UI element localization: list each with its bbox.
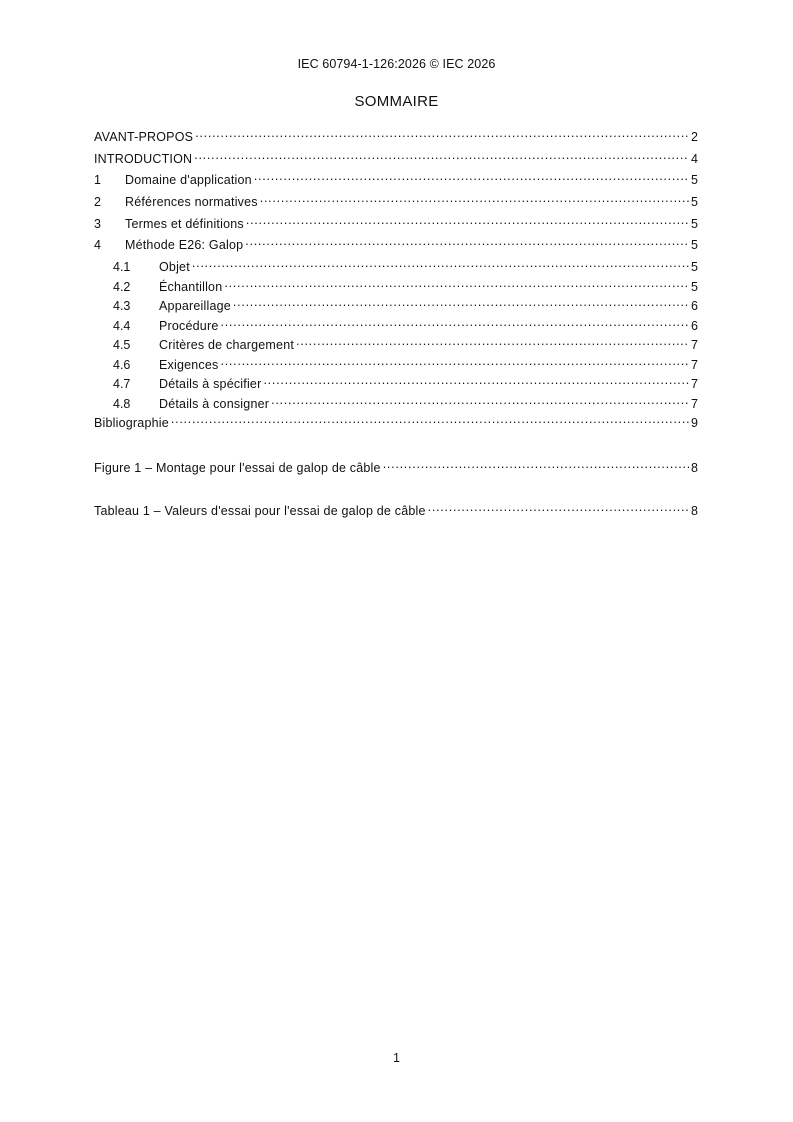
toc-entry-page: 9: [691, 416, 698, 431]
toc-dot-leader: [263, 373, 689, 388]
toc-entry-page: 8: [691, 504, 698, 518]
toc-dot-leader: [194, 148, 689, 163]
toc-dot-leader: [246, 213, 689, 228]
toc-entry-number: 4.1: [113, 260, 131, 275]
toc-entry-label: Domaine d'application: [125, 173, 252, 188]
toc-entry-number: 4.6: [113, 357, 131, 372]
toc-entry-page: 5: [691, 279, 698, 294]
toc-entry-page: 6: [691, 318, 698, 333]
toc-dot-leader: [254, 169, 689, 184]
toc-entry-label: Exigences: [159, 357, 219, 372]
toc-entry-section-4-2[interactable]: [94, 276, 698, 296]
toc-entry-bibliography[interactable]: [94, 412, 698, 434]
toc-dot-leader: [224, 276, 689, 291]
list-of-figures: [94, 457, 698, 479]
toc-entry-label: Appareillage: [159, 299, 231, 314]
toc-title: SOMMAIRE: [354, 93, 439, 110]
toc-dot-leader: [271, 393, 689, 408]
toc-entry-page: 5: [691, 238, 698, 253]
toc-entry-label: INTRODUCTION: [94, 151, 193, 166]
toc-entry-page: 7: [691, 357, 698, 372]
toc-entry-page: 5: [691, 260, 698, 275]
toc-entry-number: 4.5: [113, 338, 131, 353]
toc-entry-section-4-3[interactable]: [94, 295, 698, 315]
toc-entry-label: Termes et définitions: [125, 216, 244, 231]
toc-entry-number: 4.3: [113, 299, 131, 314]
toc-entry-label: Tableau 1 – Valeurs d'essai pour l'essai de galop de câble: [94, 504, 426, 518]
toc-entry-section-4-1[interactable]: [94, 256, 698, 276]
toc-entry-label: Figure 1 – Montage pour l'essai de galop de câble: [94, 461, 381, 475]
toc-dot-leader: [296, 334, 689, 349]
toc-entry-label: Critères de chargement: [159, 338, 295, 353]
document-reference-header: IEC 60794-1-126:2026 © IEC 2026: [297, 57, 496, 71]
toc-entry-number: 4.2: [113, 279, 131, 294]
toc-dot-leader: [260, 191, 689, 206]
toc-entry-label: Bibliographie: [94, 416, 169, 431]
toc-entry-section-4-6[interactable]: [94, 354, 698, 374]
toc-entry-page: 7: [691, 377, 698, 392]
toc-entry-number: 1: [94, 173, 101, 188]
toc-entry-label: Échantillon: [159, 279, 223, 294]
toc-dot-leader: [245, 234, 689, 249]
toc-entry-page: 5: [691, 216, 698, 231]
toc-entry-label: Références normatives: [125, 195, 258, 210]
toc-dot-leader: [195, 126, 689, 141]
toc-entry-section-4[interactable]: [94, 234, 698, 256]
toc-entry-page: 7: [691, 396, 698, 411]
toc-entry-page: 8: [691, 461, 698, 475]
toc-dot-leader: [171, 412, 689, 427]
list-of-tables: [94, 500, 698, 522]
toc-entry-label: Méthode E26: Galop: [125, 238, 244, 253]
toc-entry-section-2[interactable]: [94, 191, 698, 213]
table-of-contents: [94, 126, 698, 434]
toc-entry-number: 4: [94, 238, 101, 253]
toc-entry-introduction[interactable]: [94, 148, 698, 170]
toc-entry-page: 5: [691, 195, 698, 210]
toc-entry-label: Procédure: [159, 318, 219, 333]
toc-entry-number: 4.8: [113, 396, 131, 411]
toc-dot-leader: [428, 500, 689, 515]
toc-entry-figure-1[interactable]: [94, 457, 698, 479]
toc-dot-leader: [220, 354, 689, 369]
toc-entry-number: 2: [94, 195, 101, 210]
toc-entry-number: 4.7: [113, 377, 131, 392]
toc-entry-page: 7: [691, 338, 698, 353]
toc-entry-section-4-4[interactable]: [94, 315, 698, 335]
toc-entry-section-4-8[interactable]: [94, 393, 698, 413]
toc-entry-section-3[interactable]: [94, 213, 698, 235]
toc-entry-label: Détails à consigner: [159, 396, 270, 411]
toc-entry-page: 2: [691, 130, 698, 144]
toc-entry-section-4-5[interactable]: [94, 334, 698, 354]
toc-entry-page: 4: [691, 151, 698, 166]
toc-entry-foreword[interactable]: [94, 126, 698, 148]
page-number: 1: [393, 1051, 400, 1065]
toc-entry-table-1[interactable]: [94, 500, 698, 522]
toc-dot-leader: [220, 315, 689, 330]
toc-dot-leader: [192, 256, 689, 271]
toc-entry-number: 3: [94, 216, 101, 231]
toc-dot-leader: [383, 457, 689, 472]
toc-entry-label: Détails à spécifier: [159, 377, 262, 392]
toc-entry-page: 5: [691, 173, 698, 188]
toc-entry-number: 4.4: [113, 318, 131, 333]
toc-entry-label: AVANT-PROPOS: [94, 130, 194, 144]
toc-entry-section-1[interactable]: [94, 169, 698, 191]
toc-entry-label: Objet: [159, 260, 190, 275]
toc-dot-leader: [233, 295, 689, 310]
toc-entry-section-4-7[interactable]: [94, 373, 698, 393]
toc-entry-page: 6: [691, 299, 698, 314]
